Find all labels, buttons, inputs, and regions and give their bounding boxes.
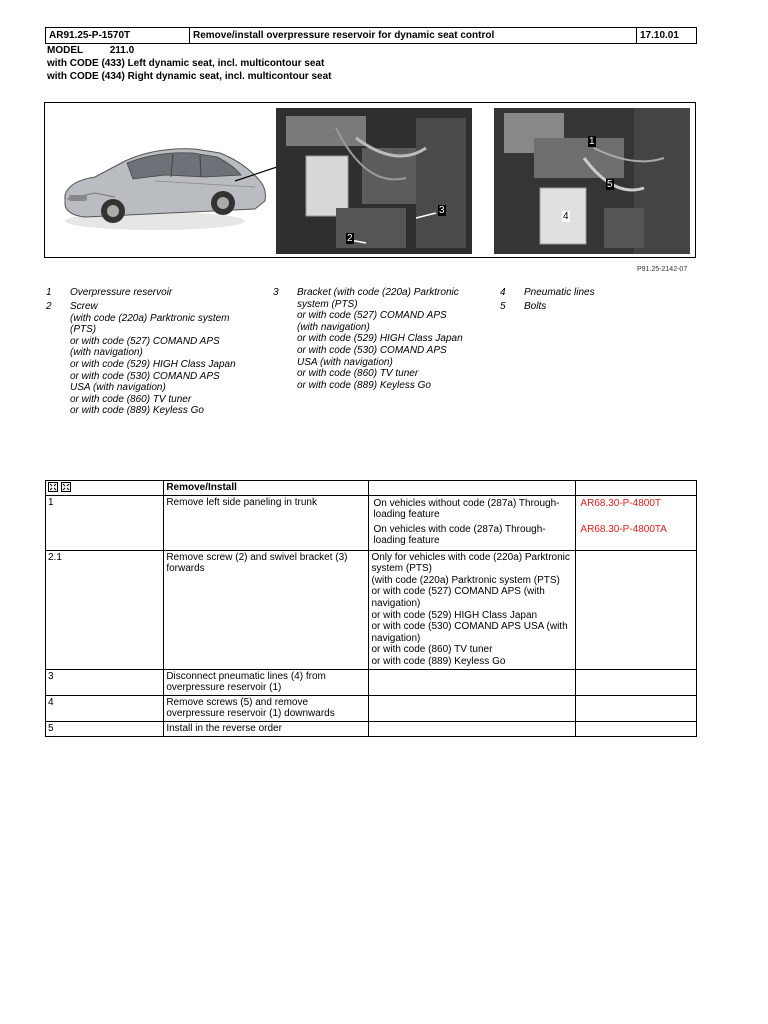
- photo-code: P91.25-2142-07: [637, 266, 688, 273]
- step-ref: [576, 669, 697, 695]
- step-note: Only for vehicles with code (220a) Parktronic system (PTS) (with code (220a) Parktronic system (PTS) or with code (527) COMAND APS (with navigation) or with code (529) HIGH Class Japan or with code (530) COMAND APS USA (with navigation) or with code (860) TV tuner or with code (889) Keyless Go: [369, 550, 576, 669]
- table-row: [46, 495, 697, 550]
- step-number: 3: [46, 669, 164, 695]
- table-row: [46, 721, 697, 736]
- header-remove-install: Remove/Install: [164, 481, 369, 496]
- table-row: [46, 550, 697, 669]
- step-note: [369, 721, 576, 736]
- step-number: 4: [46, 695, 164, 721]
- expand-icon[interactable]: [48, 482, 58, 492]
- step-note: On vehicles without code (287a) Through-loading feature: [373, 497, 560, 521]
- model-label: MODEL: [47, 45, 83, 56]
- model-block: [47, 44, 332, 83]
- figure-frame: [44, 102, 696, 258]
- reference-link[interactable]: AR68.30-P-4800TA: [580, 523, 667, 535]
- callout-4: 4: [563, 211, 569, 222]
- step-note: [369, 669, 576, 695]
- legend-item-3: 3 Bracket (with code (220a) Parktronic system (PTS) or with code (527) COMAND APS (with navigation) or with code (529) HIGH Class Japan or with code (530) COMAND APS USA (with navigation) or with code (860) TV tuner or with code (889) Keyless Go: [273, 287, 463, 391]
- callout-3: 3: [439, 205, 445, 216]
- step-number: 5: [46, 721, 164, 736]
- trunk-photo-1: [276, 108, 472, 254]
- step-action: Remove screw (2) and swivel bracket (3) forwards: [164, 550, 369, 669]
- step-action: Remove left side paneling in trunk: [164, 495, 369, 550]
- steps-header-row: [46, 481, 697, 496]
- header-empty-ref: [576, 481, 697, 496]
- legend-item-3-text: Bracket (with code (220a) Parktronic system (PTS) or with code (527) COMAND APS (with navigation) or with code (529) HIGH Class Japan or with code (530) COMAND APS USA (with navigation) or with code (860) TV tuner or with code (889) Keyless Go: [297, 287, 463, 391]
- steps-table: [45, 480, 697, 737]
- callout-5: 5: [607, 179, 613, 190]
- code-line-434: with CODE (434) Right dynamic seat, incl. multicontour seat: [47, 71, 332, 82]
- step-number: 2.1: [46, 550, 164, 669]
- step-action: Disconnect pneumatic lines (4) from overpressure reservoir (1): [164, 669, 369, 695]
- document-title: Remove/install overpressure reservoir for dynamic seat control: [190, 28, 637, 44]
- header-icons-cell: [46, 481, 164, 496]
- step-number: 1: [46, 495, 164, 550]
- document-date: 17.10.01: [637, 28, 697, 44]
- code-line-433: with CODE (433) Left dynamic seat, incl. multicontour seat: [47, 58, 325, 69]
- car-illustration: [55, 123, 277, 243]
- trunk-photo-2: [494, 108, 690, 254]
- legend-item-2-text: Screw (with code (220a) Parktronic system (PTS) or with code (527) COMAND APS (with navigation) or with code (529) HIGH Class Japan or with code (530) COMAND APS USA (with navigation) or with code (860) TV tuner or with code (889) Keyless Go: [70, 301, 236, 417]
- legend-item-4: 4 Pneumatic lines: [500, 287, 595, 298]
- document-header: [45, 27, 697, 44]
- model-number: 211.0: [109, 45, 135, 56]
- step-ref: [576, 721, 697, 736]
- table-row: [46, 695, 697, 721]
- legend-item-5: 5 Bolts: [500, 301, 547, 312]
- step-action: Install in the reverse order: [164, 721, 369, 736]
- callout-2: 2: [347, 233, 353, 244]
- table-row: [46, 669, 697, 695]
- step-action: Remove screws (5) and remove overpressure reservoir (1) downwards: [164, 695, 369, 721]
- legend-item-2: 2 Screw (with code (220a) Parktronic system (PTS) or with code (527) COMAND APS (with navigation) or with code (529) HIGH Class Japan or with code (530) COMAND APS USA (with navigation) or with code (860) TV tuner or with code (889) Keyless Go: [46, 301, 236, 417]
- callout-1: 1: [589, 136, 595, 147]
- step-notes: [369, 495, 576, 550]
- document-id: AR91.25-P-1570T: [46, 28, 190, 44]
- header-empty-note: [369, 481, 576, 496]
- step-ref: [576, 695, 697, 721]
- legend-item-1: 1 Overpressure reservoir: [46, 287, 173, 298]
- step-note: [369, 695, 576, 721]
- step-refs: [576, 495, 697, 550]
- step-ref: [576, 550, 697, 669]
- reference-link[interactable]: AR68.30-P-4800T: [580, 497, 662, 509]
- step-note: On vehicles with code (287a) Through-loading feature: [373, 523, 546, 547]
- collapse-icon[interactable]: [61, 482, 71, 492]
